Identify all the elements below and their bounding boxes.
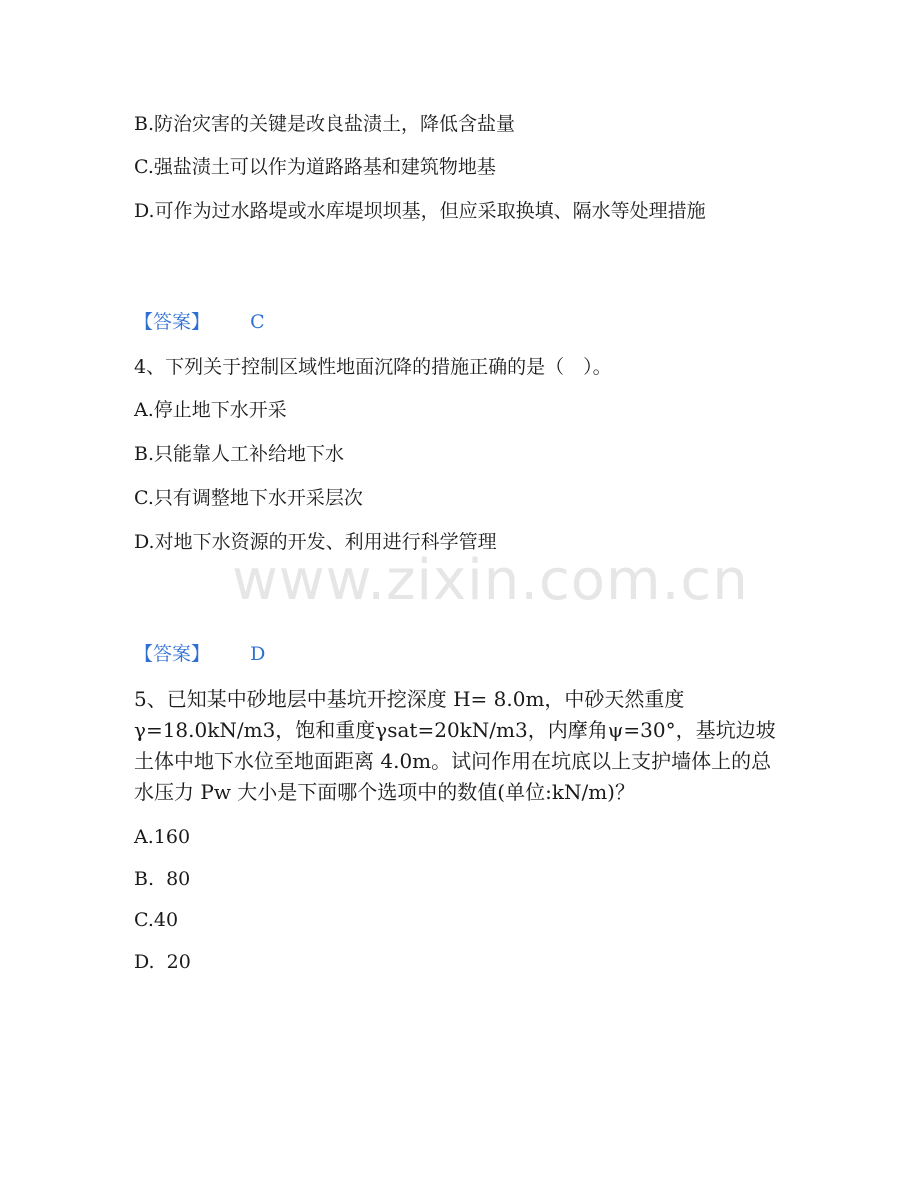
q4-option-d: D.对地下水资源的开发、利用进行科学管理 [134, 531, 497, 553]
q5-option-c: C.40 [134, 909, 179, 931]
q3-option-d: D.可作为过水路堤或水库堤坝坝基，但应采取换填、隔水等处理措施 [134, 200, 706, 222]
q4-answer-label: 【答案】 [134, 643, 211, 665]
q5-option-d: D. 20 [134, 951, 191, 973]
q4-stem: 4、下列关于控制区域性地面沉降的措施正确的是（ ）。 [134, 356, 612, 378]
q3-answer-row [134, 311, 265, 333]
q4-option-a: A.停止地下水开采 [134, 399, 287, 421]
q3-option-c: C.强盐渍土可以作为道路路基和建筑物地基 [134, 156, 496, 178]
q4-answer-row [134, 643, 265, 665]
q4-option-c: C.只有调整地下水开采层次 [134, 487, 363, 509]
q4-option-b: B.只能靠人工补给地下水 [134, 443, 345, 465]
q5-option-a: A.160 [134, 826, 191, 848]
q3-answer-value: C [250, 311, 265, 333]
q3-answer-label: 【答案】 [134, 311, 211, 333]
q5-option-b: B. 80 [134, 868, 191, 890]
q3-option-b: B.防治灾害的关键是改良盐渍土，降低含盐量 [134, 113, 516, 135]
q4-answer-value: D [250, 643, 266, 665]
watermark: www.zixin.com.cn [232, 548, 749, 613]
q5-stem: 5、已知某中砂地层中基坑开挖深度 H= 8.0m，中砂天然重度γ=18.0kN/m3，饱和重度γsat=20kN/m3，内摩角ψ=30°，基坑边坡土体中地下水位至地面距离 4.0m。试问作用在坑底以上支护墙体上的总水压力 Pw 大小是下面哪个选项中的数值(单位:kN/m)？ [134, 687, 776, 804]
